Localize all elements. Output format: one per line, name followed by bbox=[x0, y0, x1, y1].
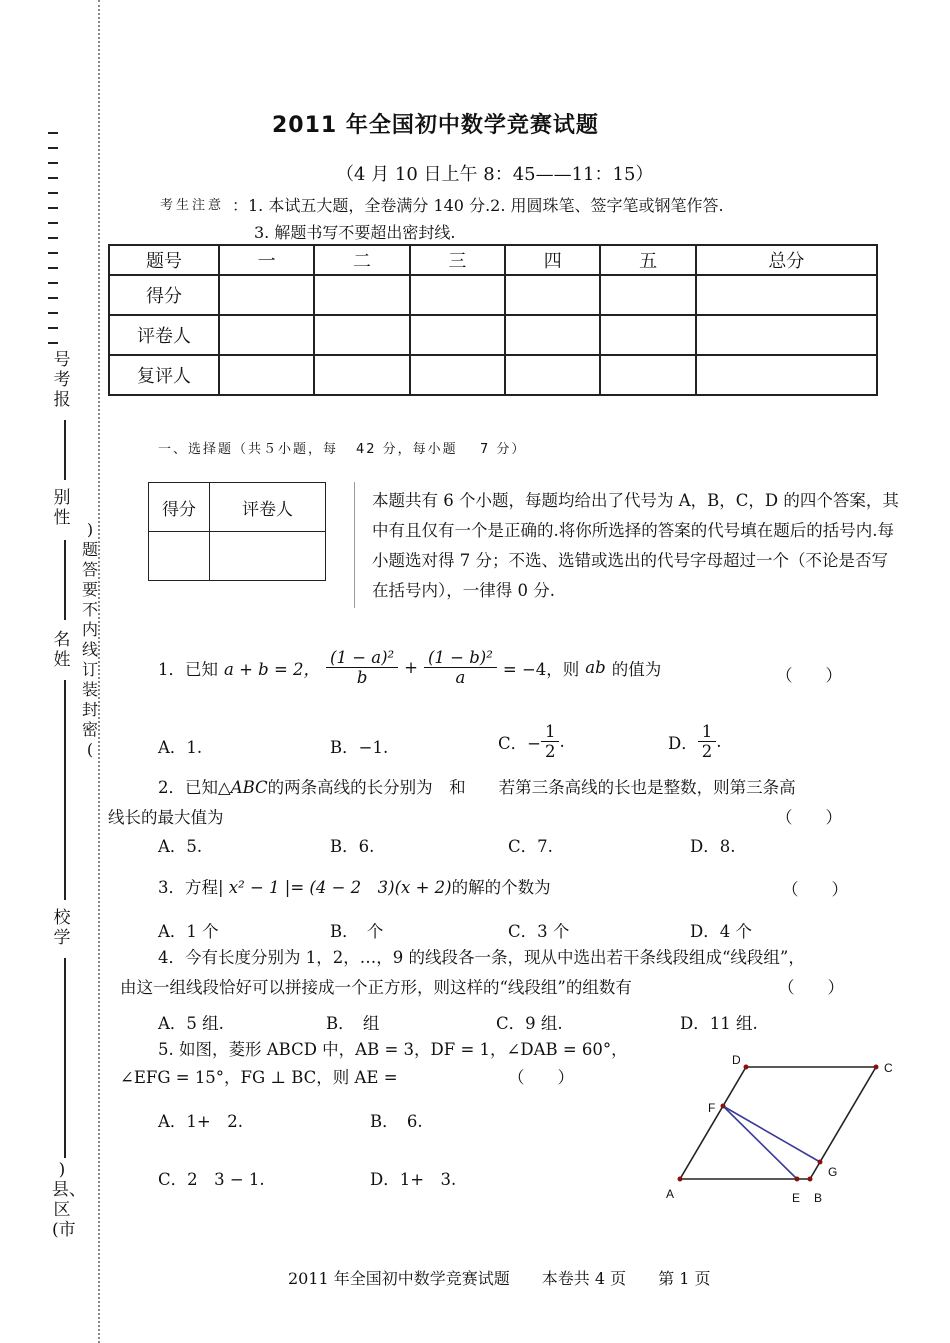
q1-suffix: 的值为 bbox=[611, 659, 662, 679]
section-heading-left: 一、选择题（共５小题，每 bbox=[158, 442, 339, 457]
q3-prefix: 3．方程 bbox=[158, 878, 218, 897]
vertex-B bbox=[808, 1177, 813, 1182]
side-label-name: 名姓 bbox=[53, 630, 71, 670]
score-cell[interactable] bbox=[505, 355, 600, 395]
q1-num-2: (1 − b)² bbox=[424, 648, 497, 668]
vertex-A bbox=[678, 1177, 683, 1182]
q1-prefix: 1．已知 bbox=[158, 659, 218, 679]
q1-ab: ab bbox=[585, 658, 606, 677]
q1-cond: a + b = 2， bbox=[224, 659, 321, 679]
q1-eq: = −4，则 bbox=[502, 659, 580, 679]
q2-option-b[interactable]: B．6. bbox=[330, 837, 375, 856]
page-footer: 2011 年全国初中数学竞赛试题 本卷共 4 页 第 1 页 bbox=[288, 1269, 711, 1288]
score-cell[interactable] bbox=[505, 315, 600, 355]
q1-option-a[interactable]: A．1. bbox=[158, 738, 203, 757]
intro-divider bbox=[354, 482, 355, 608]
q1-den-1: b bbox=[356, 668, 368, 687]
score-cell[interactable] bbox=[219, 315, 314, 355]
q4-line-2: 由这一组线段恰好可以拼接成一个正方形，则这样的“线段组”的组数有 bbox=[120, 978, 632, 997]
question-1 bbox=[158, 648, 661, 687]
point-G bbox=[818, 1160, 823, 1165]
q4-option-c[interactable]: C．9 组. bbox=[496, 1014, 563, 1033]
q4-line-1: 4．今有长度分别为 1，2，…，9 的线段各一条，现从中选出若干条线段组成“线段组”， bbox=[158, 948, 805, 967]
q3-option-b[interactable]: B． 个 bbox=[330, 922, 384, 941]
label-C: C bbox=[884, 1061, 893, 1075]
q3-option-c[interactable]: C．3 个 bbox=[508, 922, 570, 941]
notice-label: 考生注意 bbox=[160, 198, 225, 213]
score-cell[interactable] bbox=[410, 275, 505, 315]
q1-option-d-label: D． bbox=[668, 733, 698, 753]
score-cell[interactable] bbox=[600, 315, 695, 355]
q3-option-a[interactable]: A．1 个 bbox=[158, 922, 219, 941]
q1-answer-paren[interactable]: （ ） bbox=[776, 666, 842, 685]
score-cell[interactable] bbox=[696, 315, 877, 355]
q1-half-num: 1 bbox=[698, 722, 717, 742]
score-header: 三 bbox=[410, 245, 505, 275]
question-3 bbox=[158, 874, 551, 898]
label-A: A bbox=[666, 1187, 675, 1201]
score-row-label: 复评人 bbox=[109, 355, 219, 395]
notice-line-2: 3. 解题书写不要超出密封线. bbox=[254, 223, 456, 242]
rhombus-figure bbox=[660, 1050, 900, 1210]
q5-option-c[interactable]: C．2 3 − 1. bbox=[158, 1170, 265, 1189]
vertex-C bbox=[874, 1065, 879, 1070]
side-rule bbox=[64, 540, 66, 620]
q1-half-den: 2 bbox=[544, 742, 556, 761]
notice-line-1: ：1. 本试五大题，全卷满分 140 分.2. 用圆珠笔、签字笔或钢笔作答. bbox=[232, 196, 724, 215]
q3-answer-paren[interactable]: （ ） bbox=[782, 880, 848, 899]
q1-option-b[interactable]: B．−1. bbox=[330, 738, 389, 757]
q5-option-a[interactable]: A．1+ 2. bbox=[158, 1112, 243, 1131]
q5-line-2: ∠EFG = 15°，FG ⊥ BC，则 AE = bbox=[120, 1068, 398, 1087]
score-row-label: 得分 bbox=[109, 275, 219, 315]
small-cell[interactable] bbox=[210, 532, 326, 581]
score-cell[interactable] bbox=[219, 355, 314, 395]
score-cell[interactable] bbox=[696, 275, 877, 315]
q3-equation: | x² − 1 |= (4 − 2 3)(x + 2) bbox=[218, 878, 452, 897]
score-row-label: 评卷人 bbox=[109, 315, 219, 355]
small-cell[interactable] bbox=[149, 532, 210, 581]
label-B: B bbox=[814, 1191, 823, 1205]
q1-option-c-label: C．− bbox=[498, 733, 541, 753]
score-cell[interactable] bbox=[410, 355, 505, 395]
q2-text: 的两条高线的长分别为 和 若第三条高线的长也是整数，则第三条高 bbox=[267, 778, 796, 797]
binding-dashes bbox=[48, 132, 62, 357]
q4-option-d[interactable]: D．11 组. bbox=[680, 1014, 758, 1033]
small-header: 评卷人 bbox=[210, 483, 326, 532]
side-rule bbox=[64, 420, 66, 480]
label-G: G bbox=[828, 1165, 838, 1179]
q5-option-d[interactable]: D．1+ 3. bbox=[370, 1170, 457, 1189]
side-label-gender: 别性 bbox=[53, 488, 71, 528]
section-heading-right: 7 分） bbox=[480, 442, 527, 457]
q2-option-a[interactable]: A．5. bbox=[158, 837, 203, 856]
q2-option-d[interactable]: D．8. bbox=[690, 837, 736, 856]
page-title: 2011 年全国初中数学竞赛试题 bbox=[272, 113, 599, 138]
q1-half-num: 1 bbox=[541, 722, 560, 742]
label-F: F bbox=[708, 1101, 716, 1115]
q5-answer-paren[interactable]: （ ） bbox=[508, 1068, 574, 1087]
q1-frac-2 bbox=[424, 648, 497, 687]
q1-option-c[interactable]: C．− $\frac{1}{2}$ . bbox=[498, 722, 565, 761]
q1-option-d[interactable]: D． $\frac{1}{2}$ . bbox=[668, 722, 722, 761]
score-cell[interactable] bbox=[314, 315, 409, 355]
q2-prefix: 2．已知△ bbox=[158, 778, 231, 797]
score-cell[interactable] bbox=[696, 355, 877, 395]
seal-notice: )题答要不内线订装封密( bbox=[81, 520, 98, 759]
score-table bbox=[108, 244, 878, 396]
small-header: 得分 bbox=[149, 483, 210, 532]
q4-option-a[interactable]: A．5 组. bbox=[158, 1014, 224, 1033]
q2-line-1 bbox=[158, 774, 796, 798]
side-rule bbox=[64, 958, 66, 1158]
score-header: 一 bbox=[219, 245, 314, 275]
q1-option-c-frac bbox=[541, 722, 560, 761]
q3-option-d[interactable]: D．4 个 bbox=[690, 922, 752, 941]
q4-option-b[interactable]: B． 组 bbox=[326, 1014, 380, 1033]
section-score-table bbox=[148, 482, 326, 581]
exam-time: （4 月 10 日上午 8：45——11：15） bbox=[336, 164, 654, 185]
q1-num-1: (1 − a)² bbox=[326, 648, 398, 668]
q1-half-den: 2 bbox=[701, 742, 713, 761]
q1-option-d-frac bbox=[698, 722, 717, 761]
score-header: 二 bbox=[314, 245, 409, 275]
score-cell[interactable] bbox=[600, 275, 695, 315]
side-rule bbox=[64, 680, 66, 900]
q5-line-1: 5. 如图，菱形 ABCD 中，AB = 3，DF = 1，∠DAB = 60°， bbox=[158, 1040, 628, 1059]
score-cell[interactable] bbox=[219, 275, 314, 315]
q2-abc: ABC bbox=[230, 778, 268, 797]
q2-option-c[interactable]: C．7. bbox=[508, 837, 553, 856]
q1-plus: + bbox=[404, 658, 418, 677]
score-header: 四 bbox=[505, 245, 600, 275]
side-label-exam-no: 号考报 bbox=[53, 350, 71, 410]
score-header: 题号 bbox=[109, 245, 219, 275]
q4-answer-paren[interactable]: （ ） bbox=[778, 978, 844, 997]
score-cell[interactable] bbox=[600, 355, 695, 395]
side-label-school: 校学 bbox=[53, 908, 71, 948]
score-header: 五 bbox=[600, 245, 695, 275]
q2-answer-paren[interactable]: （ ） bbox=[776, 808, 842, 827]
vertex-D bbox=[744, 1065, 749, 1070]
score-header: 总分 bbox=[696, 245, 877, 275]
score-cell[interactable] bbox=[314, 275, 409, 315]
point-F bbox=[721, 1104, 726, 1109]
section-heading-mid: 42 分，每小题 bbox=[356, 442, 458, 457]
score-cell[interactable] bbox=[314, 355, 409, 395]
label-E: E bbox=[792, 1191, 801, 1205]
q1-den-2: a bbox=[455, 668, 466, 687]
point-E bbox=[795, 1177, 800, 1182]
section-intro: 本题共有 6 个小题，每题均给出了代号为 A，B，C，D 的四个答案，其中有且仅有一个是正确的.将你所选择的答案的代号填在题后的括号内.每小题选对得 7 分；不选、选错或选出的代号字母超过一个（不论是否写在括号内），一律得 0 分. bbox=[372, 491, 899, 600]
edge-AD bbox=[680, 1067, 746, 1179]
side-label-county: )县、区(市 bbox=[52, 1160, 86, 1240]
label-D: D bbox=[732, 1053, 741, 1067]
q5-option-b[interactable]: B． 6. bbox=[370, 1112, 423, 1131]
q2-line-2: 线长的最大值为 bbox=[108, 808, 224, 827]
score-cell[interactable] bbox=[410, 315, 505, 355]
score-cell[interactable] bbox=[505, 275, 600, 315]
q3-suffix: 的解的个数为 bbox=[451, 878, 551, 897]
q1-frac-1 bbox=[326, 648, 398, 687]
